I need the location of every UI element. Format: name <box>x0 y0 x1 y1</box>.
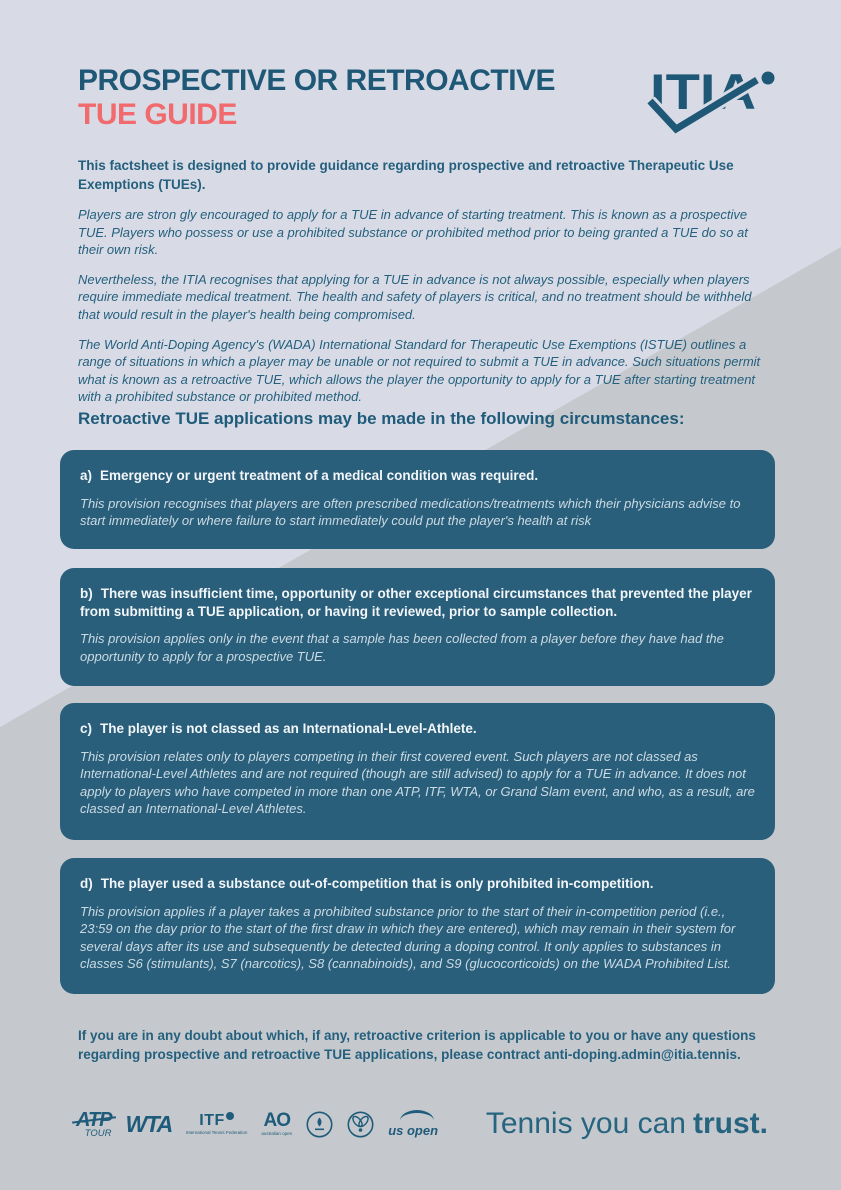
circumstance-box-c <box>60 703 775 840</box>
circumstance-c-heading <box>80 720 755 738</box>
page-title <box>78 64 555 132</box>
tagline-light-text: Tennis you can <box>485 1107 686 1140</box>
circumstance-c-body: This provision relates only to players competing in their first covered event. Such players are not classed as International-Level Athletes and are not required (though are still advised) to apply for a TUE in advance. It does not apply to players who have competed in more than one ATP, ITF, WTA, or Grand Slam event, and who, as a result, are classed an International-Level Athletes. <box>80 748 755 816</box>
itia-logo-text: ITIA <box>650 70 756 120</box>
wta-logo <box>125 1110 172 1137</box>
itf-sub-text: International Tennis Federation <box>185 1129 248 1135</box>
us-open-logo <box>388 1110 438 1138</box>
tagline-bold-text: trust. <box>693 1107 768 1140</box>
section-heading: Retroactive TUE applications may be made in the following circumstances: <box>78 409 685 428</box>
intro-paragraph-1: Players are stron gly encouraged to apply for a TUE in advance of starting treatment. This is known as a prospective TUE. Players who possess or use a prohibited substance or prohibited method prior to being granted a TUE do so at their own risk. <box>78 207 748 258</box>
circumstance-box-d <box>60 858 775 994</box>
circumstance-d-heading-text: The player used a substance out-of-competition that is only prohibited in-competition. <box>100 876 654 891</box>
page-title-line2: TUE GUIDE <box>78 98 237 131</box>
ao-logo-text: AO <box>263 1110 291 1132</box>
circumstance-a-heading <box>80 467 755 485</box>
wimbledon-logo <box>347 1111 374 1138</box>
itia-logo-icon <box>644 70 778 138</box>
atp-logo-text: ATP <box>76 1108 112 1131</box>
intro-lead: This factsheet is designed to provide guidance regarding prospective and retroactive Therapeutic Use Exemptions (TUEs). <box>78 158 734 192</box>
page-title-line1: PROSPECTIVE OR RETROACTIVE <box>78 64 556 97</box>
circumstance-d-body: This provision applies if a player takes a prohibited substance prior to the start of their in-competition period (i.e., 23:59 on the day prior to the start of the first draw in which they are entered), which may remain in their system for several days after its use and subsequently be detected during a doping control. It only applies to substances in classes S6 (stimulants), S7 (narcotics), S8 (cannabinoids), and S9 (glucocorticoids) on the WADA Prohibited List. <box>80 903 736 971</box>
itia-logo <box>644 70 778 138</box>
circumstance-a-heading-text: Emergency or urgent treatment of a medical condition was required. <box>100 468 539 483</box>
atp-tour-logo <box>76 1110 112 1139</box>
circumstance-a-body: This provision recognises that players are often prescribed medications/treatments which their physicians advise to start immediately or where failure to start immediately could put the player's health at risk <box>80 495 741 528</box>
roland-garros-icon <box>306 1111 333 1138</box>
us-open-swoosh-icon <box>400 1110 434 1122</box>
wta-logo-text: WTA <box>125 1110 172 1137</box>
itf-logo-row <box>199 1113 234 1129</box>
circumstance-c-label: c) <box>80 721 93 736</box>
intro-paragraph-2: Nevertheless, the ITIA recognises that applying for a TUE in advance is not always possible, especially when players require immediate medical treatment. The health and safety of players is critical, and no treatment should be withheld that would result in the player's health being compromised. <box>78 271 752 322</box>
circumstance-b-label: b) <box>80 586 93 601</box>
australian-open-logo <box>261 1111 292 1137</box>
itf-logo <box>186 1113 248 1136</box>
intro-paragraph-3: The World Anti-Doping Agency's (WADA) International Standard for Therapeutic Use Exemptions (ISTUE) outlines a range of situations in which a player may be unable or not required to submit a TUE in advance. Such situations permit what is known as a retroactive TUE, which allows the player the opportunity to apply for a TUE after starting treatment with a prohibited substance or prohibited method. <box>78 336 761 405</box>
circumstance-box-a <box>60 450 775 549</box>
tagline <box>486 1107 768 1141</box>
atp-tour-sub-text: TOUR <box>84 1127 112 1139</box>
circumstance-b-heading-text: There was insufficient time, opportunity or other exceptional circumstances that prevented the player from submitting a TUE application, or having it reviewed, prior to sample collection. <box>80 586 752 619</box>
contact-text: If you are in any doubt about which, if any, retroactive criterion is applicable to you or have any questions regarding prospective and retroactive TUE applications, please contract anti-doping.admin@itia.tennis. <box>78 1028 756 1062</box>
circumstance-d-label: d) <box>80 876 93 891</box>
itia-ball-icon <box>762 72 775 85</box>
footer-logo-strip <box>76 1100 768 1148</box>
roland-garros-logo <box>306 1111 333 1138</box>
circumstance-c-heading-text: The player is not classed as an International-Level-Athlete. <box>100 721 477 736</box>
itf-logo-text: ITF <box>199 1111 225 1129</box>
itf-ball-icon <box>226 1112 234 1120</box>
wimbledon-icon <box>347 1111 374 1138</box>
circumstance-b-heading <box>80 585 755 620</box>
intro-block <box>78 157 768 406</box>
circumstance-b-body: This provision applies only in the event that a sample has been collected from a player before they have had the opportunity to apply for a prospective TUE. <box>80 631 724 664</box>
circumstance-a-label: a) <box>80 468 93 483</box>
circumstance-box-b <box>60 568 775 686</box>
ao-sub-text: australian open <box>261 1131 293 1137</box>
circumstance-d-heading <box>80 875 755 893</box>
us-open-logo-text: us open <box>388 1123 439 1138</box>
